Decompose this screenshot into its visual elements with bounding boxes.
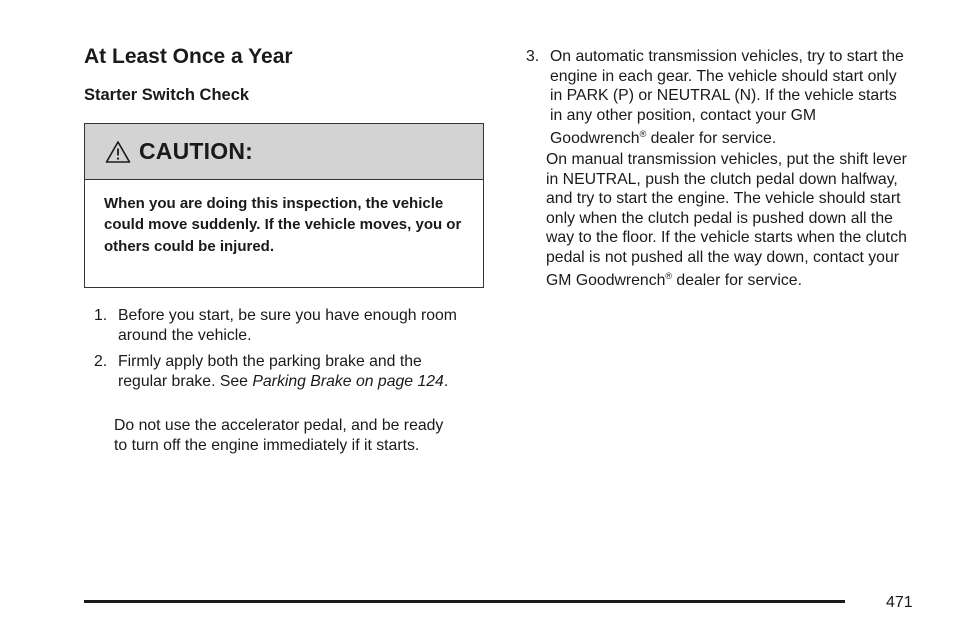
caution-box: [84, 123, 484, 288]
page-number: 471: [886, 594, 913, 611]
registered-mark: ®: [639, 129, 647, 139]
step-text-lead: Firmly apply both the parking brake and the regular brake. See: [118, 353, 422, 390]
step-text: [118, 352, 474, 391]
caution-text: When you are doing this inspection, the vehicle could move suddenly. If the vehicle moves, you or others could be injured.: [104, 195, 462, 255]
subsection-heading: Starter Switch Check: [84, 86, 250, 104]
caution-header: [85, 124, 483, 180]
step-1: [94, 306, 474, 345]
footer-rule: [84, 600, 845, 603]
manual-body: On manual transmission vehicles, put the shift lever in NEUTRAL, push the clutch pedal down halfway, and try to start the engine. The vehicle should start only when the clutch pedal is pushed down all the way to the floor. If the vehicle starts when the clutch pedal is not pushed all the way down, contact your GM Goodwrench: [546, 151, 907, 289]
registered-mark: ®: [665, 271, 673, 281]
cross-reference-link[interactable]: Parking Brake on page 124: [252, 372, 444, 390]
step-2: [94, 352, 474, 391]
step-3-body: On automatic transmission vehicles, try to start the engine in each gear. The vehicle should start only in PARK (P) or NEUTRAL (N). If the vehicle starts in any other position, contact your GM Goodwrench: [550, 48, 904, 147]
manual-tail: dealer for service.: [672, 272, 802, 289]
step-text: [550, 47, 906, 149]
step-3: [526, 47, 906, 149]
step-text-tail: .: [443, 372, 449, 390]
step-number: 1.: [94, 307, 108, 324]
note-paragraph: Do not use the accelerator pedal, and be ready to turn off the engine immediately if it starts.: [114, 417, 444, 454]
warning-triangle-icon: [105, 140, 131, 164]
step-number: 2.: [94, 353, 108, 370]
step-number: 3.: [526, 48, 540, 65]
section-heading: At Least Once a Year: [84, 45, 293, 68]
step-text: Before you start, be sure you have enough room around the vehicle.: [118, 307, 457, 344]
caution-title: CAUTION:: [139, 138, 254, 164]
step-3-tail: dealer for service.: [646, 130, 777, 147]
manual-transmission-paragraph: [546, 150, 921, 291]
